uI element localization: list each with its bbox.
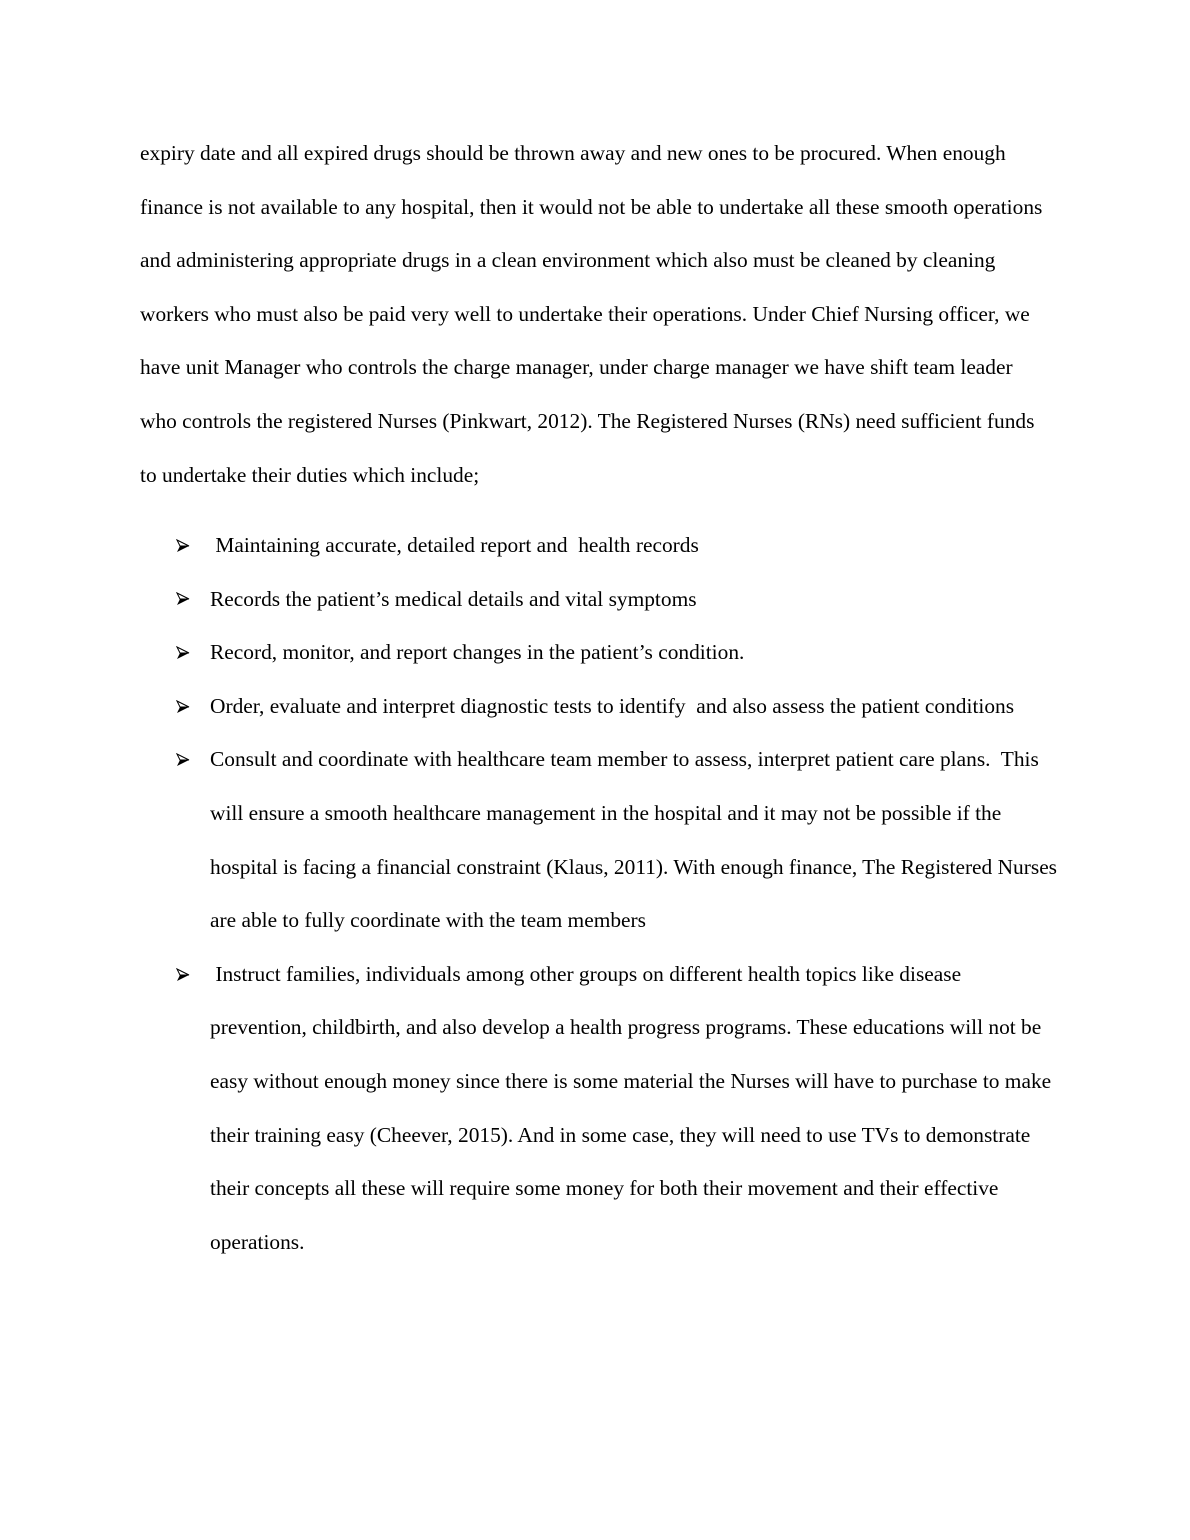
list-item (0, 680, 1060, 734)
arrowhead-bullet-icon (176, 680, 196, 734)
list-item (0, 733, 1060, 947)
arrowhead-bullet-icon (176, 626, 196, 680)
list-item (0, 948, 1060, 1270)
list-item-text: Order, evaluate and interpret diagnostic tests to identify and also assess the patient conditions (210, 693, 1015, 718)
arrowhead-bullet-icon (176, 519, 196, 573)
arrowhead-bullet-icon (176, 573, 196, 627)
list-item (0, 519, 1060, 573)
list-item-text: Maintaining accurate, detailed report and health records (210, 533, 699, 557)
duties-list (0, 519, 1190, 1269)
list-item (0, 626, 1060, 680)
list-item-text: Records the patient’s medical details and vital symptoms (210, 586, 697, 611)
list-item-text: Instruct families, individuals among other groups on different health topics like disease prevention, childbirth, and also develop a health progress programs. These educations will not be easy without enough money since there is some material the Nurses will have to purchase to make their training easy (Cheever, 2015). And in some case, they will need to use TVs to demonstrate their concepts all these will require some money for both their movement and their effective operations. (210, 961, 1052, 1254)
list-item-text: Record, monitor, and report changes in the patient’s condition. (210, 640, 745, 665)
list-item-text: Consult and coordinate with healthcare team member to assess, interpret patient care plans. This will ensure a smooth healthcare management in the hospital and it may not be possible if the hospital is facing a financial constraint (Klaus, 2011). With enough finance, The Registered Nurses are able to fully coordinate with the team members (210, 747, 1058, 933)
arrowhead-bullet-icon (176, 733, 196, 787)
arrowhead-bullet-icon (176, 948, 196, 1002)
intro-paragraph: expiry date and all expired drugs should be thrown away and new ones to be procured. When enough finance is not available to any hospital, then it would not be able to undertake all these smooth operations and administering appropriate drugs in a clean environment which also must be cleaned by cleaning workers who must also be paid very well to undertake their operations. Under Chief Nursing officer, we have unit Manager who controls the charge manager, under charge manager we have shift team leader who controls the registered Nurses (Pinkwart, 2012). The Registered Nurses (RNs) need sufficient funds to undertake their duties which include; (140, 141, 1043, 487)
list-item (0, 573, 1060, 627)
